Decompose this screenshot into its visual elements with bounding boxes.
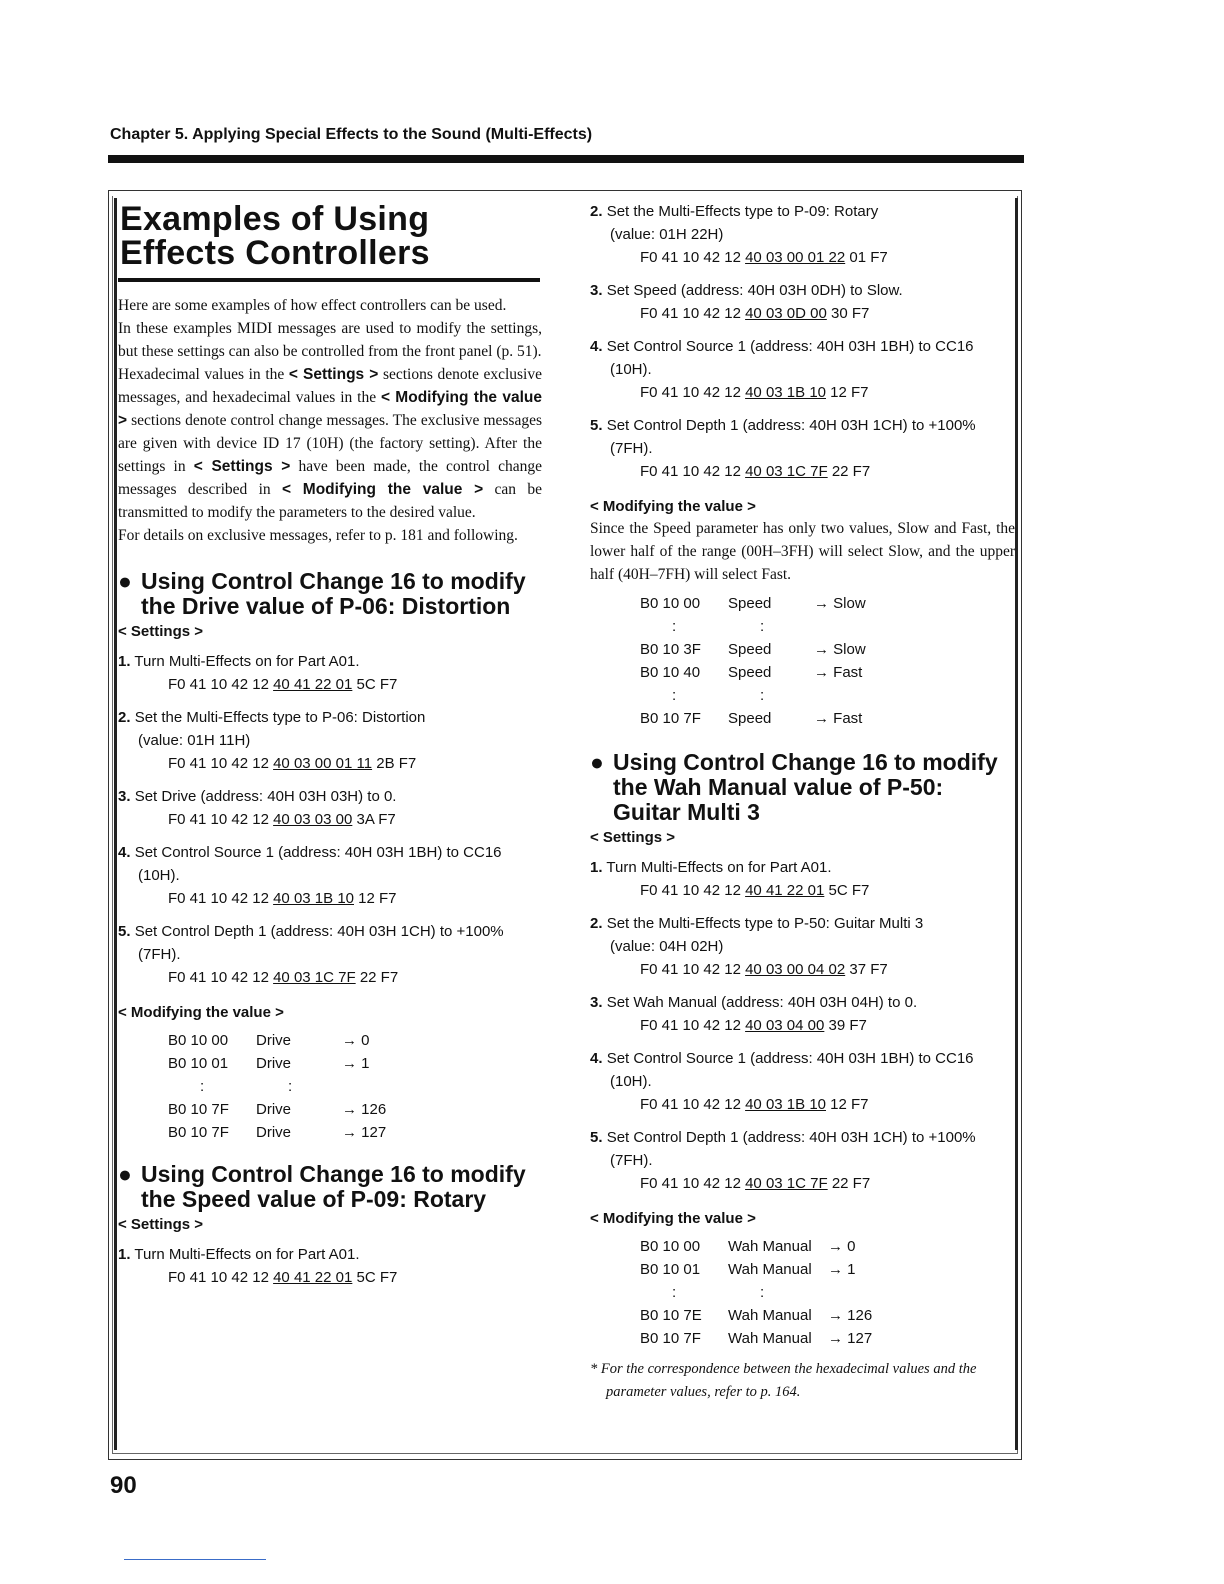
page-number: 90 [110, 1472, 137, 1499]
message-suffix: 12 F7 [830, 1096, 869, 1113]
message-prefix: F0 41 10 42 12 [168, 811, 269, 828]
message-prefix: F0 41 10 42 12 [168, 969, 269, 986]
intro-paragraph: For details on exclusive messages, refer to p. 181 and following. [118, 527, 518, 544]
table-row [590, 1304, 1015, 1327]
message-suffix: 3A F7 [356, 811, 396, 828]
sysex-message [590, 1172, 1015, 1195]
message-suffix: 5C F7 [828, 882, 870, 899]
message-body: 40 03 1C 7F [273, 969, 356, 986]
table-row [590, 638, 1015, 661]
sysex-message [590, 1014, 1015, 1037]
step-number: 1. [118, 1246, 131, 1263]
table-row [590, 684, 1015, 707]
step-number: 5. [590, 1129, 603, 1146]
intro-paragraph: In these examples MIDI messages are used to modify the settings, but these settings can also be controlled from the front panel (p. 51). [118, 320, 542, 360]
footer-line [124, 1559, 266, 1560]
cc-code: B0 10 7F [168, 1101, 229, 1118]
table-row [118, 1052, 542, 1075]
param-name: Speed [728, 641, 772, 658]
bullet-icon: ● [118, 568, 132, 594]
settings-term: < Settings > [193, 458, 291, 475]
param-name: Drive [256, 1055, 292, 1072]
param-result: → 126 [342, 1101, 387, 1118]
message-prefix: F0 41 10 42 12 [640, 882, 741, 899]
message-prefix: F0 41 10 42 12 [640, 384, 741, 401]
step-value: (value: 01H 22H) [610, 226, 724, 243]
sysex-message [590, 1093, 1015, 1116]
param-result: → 0 [828, 1238, 856, 1255]
step-text: Set Drive (address: 40H 03H 03H) to 0. [134, 788, 397, 805]
table-row [590, 592, 1015, 615]
message-suffix: 12 F7 [358, 890, 397, 907]
step-item [118, 1243, 542, 1289]
message-prefix: F0 41 10 42 12 [168, 1269, 269, 1286]
message-body: 40 03 03 00 [273, 811, 353, 828]
section-drive [118, 569, 542, 1144]
step-value: (7FH). [610, 1152, 653, 1169]
cc-code: B0 10 3F [640, 641, 701, 658]
step-value: (7FH). [138, 946, 181, 963]
step-text: Set Control Depth 1 (address: 40H 03H 1CH) to +100% [606, 1129, 976, 1146]
step-number: 1. [590, 859, 603, 876]
message-prefix: F0 41 10 42 12 [640, 249, 741, 266]
sysex-message [590, 958, 1015, 981]
sysex-message [590, 381, 1015, 404]
message-suffix: 30 F7 [831, 305, 870, 322]
cc-code: B0 10 7F [640, 710, 701, 727]
param-result: → Slow [814, 641, 866, 658]
step-item [590, 912, 1015, 981]
step-text: Set the Multi-Effects type to P-09: Rotary [606, 203, 879, 220]
sysex-message [590, 302, 1015, 325]
message-suffix: 2B F7 [376, 755, 417, 772]
ellipsis: : [672, 618, 677, 635]
param-name: Wah Manual [728, 1261, 812, 1278]
step-item [590, 856, 1015, 902]
step-number: 4. [590, 338, 603, 355]
step-number: 3. [590, 282, 603, 299]
settings-label: < Settings > [118, 623, 204, 640]
message-body: 40 41 22 01 [745, 882, 825, 899]
modifying-term: < Modifying the value > [118, 389, 542, 429]
table-row [590, 1327, 1015, 1350]
message-suffix: 22 F7 [831, 463, 871, 480]
ellipsis: : [288, 1078, 293, 1095]
modifying-label: < Modifying the value > [590, 1210, 756, 1227]
message-prefix: F0 41 10 42 12 [640, 961, 741, 978]
message-prefix: F0 41 10 42 12 [168, 890, 269, 907]
section-title-line: the Drive value of P-06: Distortion [141, 593, 511, 619]
message-body: 40 03 0D 00 [745, 305, 827, 322]
sysex-message [118, 752, 542, 775]
message-body: 40 03 1B 10 [273, 890, 354, 907]
step-number: 3. [590, 994, 603, 1011]
page-title-line-1: Examples of Using [120, 200, 430, 238]
message-body: 40 03 1C 7F [745, 1175, 828, 1192]
section-title [590, 750, 1015, 825]
step-item [590, 1047, 1015, 1116]
step-text: Set Speed (address: 40H 03H 0DH) to Slow. [606, 282, 903, 299]
frame-right-bar [1015, 198, 1018, 1450]
step-item [118, 650, 542, 696]
message-body: 40 41 22 01 [273, 676, 353, 693]
table-row [118, 1029, 542, 1052]
sysex-message [590, 246, 1015, 269]
page-title-line-2: Effects Controllers [120, 234, 430, 272]
section-title-line: Using Control Change 16 to modify [141, 568, 526, 594]
sysex-message [118, 966, 542, 989]
bullet-icon: ● [118, 1161, 132, 1187]
param-name: Speed [728, 710, 772, 727]
section-title-line: the Speed value of P-09: Rotary [141, 1186, 487, 1212]
message-body: 40 03 04 00 [745, 1017, 825, 1034]
param-result: → Fast [814, 664, 863, 681]
cc-code: B0 10 7F [640, 1330, 701, 1347]
page-title [120, 202, 542, 270]
param-result: → 1 [342, 1055, 370, 1072]
step-text: Set Control Source 1 (address: 40H 03H 1BH) to CC16 [606, 1050, 974, 1067]
message-body: 40 03 00 01 22 [745, 249, 846, 266]
message-prefix: F0 41 10 42 12 [640, 1175, 741, 1192]
step-number: 5. [590, 417, 603, 434]
step-text: Set Wah Manual (address: 40H 03H 04H) to 0. [606, 994, 918, 1011]
step-text: Set Control Source 1 (address: 40H 03H 1BH) to CC16 [134, 844, 502, 861]
message-suffix: 22 F7 [359, 969, 399, 986]
step-number: 5. [118, 923, 131, 940]
message-suffix: 5C F7 [356, 1269, 398, 1286]
left-column [118, 198, 542, 1289]
message-prefix: F0 41 10 42 12 [640, 463, 741, 480]
message-body: 40 41 22 01 [273, 1269, 353, 1286]
step-item [590, 991, 1015, 1037]
param-name: Speed [728, 664, 772, 681]
section-wah-manual [590, 750, 1015, 1404]
right-column [590, 198, 1015, 1404]
message-suffix: 01 F7 [849, 249, 888, 266]
message-prefix: F0 41 10 42 12 [640, 1017, 741, 1034]
frame-left-bar [114, 198, 117, 1450]
step-text: Set Control Depth 1 (address: 40H 03H 1CH) to +100% [606, 417, 976, 434]
intro-text-fragment: sections denote control change messages. The exclusive messages are given with device ID 17 (10H) (the factory setting). After the settings in [118, 412, 542, 475]
bullet-icon: ● [590, 749, 604, 775]
table-row [590, 707, 1015, 730]
intro-text-fragment: have been made, the control change messages described in [118, 458, 543, 498]
value-table [590, 1235, 1015, 1350]
step-number: 2. [118, 709, 131, 726]
sysex-message [118, 887, 542, 910]
cc-code: B0 10 01 [640, 1261, 701, 1278]
cc-code: B0 10 7E [640, 1307, 702, 1324]
param-result: → 126 [828, 1307, 873, 1324]
cc-code: B0 10 00 [640, 1238, 701, 1255]
message-prefix: F0 41 10 42 12 [640, 1096, 741, 1113]
ellipsis: : [760, 687, 765, 704]
message-body: 40 03 1C 7F [745, 463, 828, 480]
cc-code: B0 10 00 [168, 1032, 229, 1049]
step-item [590, 335, 1015, 404]
table-row [590, 1281, 1015, 1304]
param-name: Speed [728, 595, 772, 612]
step-number: 3. [118, 788, 131, 805]
message-prefix: F0 41 10 42 12 [168, 676, 269, 693]
param-result: → 1 [828, 1261, 856, 1278]
step-value: (10H). [610, 1073, 652, 1090]
chapter-header: Chapter 5. Applying Special Effects to the Sound (Multi-Effects) [110, 126, 593, 143]
step-text: Turn Multi-Effects on for Part A01. [134, 653, 360, 670]
footnote: * For the correspondence between the hexadecimal values and the parameter values, refer to p. 164. [590, 1361, 977, 1400]
step-item [118, 706, 542, 775]
message-suffix: 5C F7 [356, 676, 398, 693]
cc-code: B0 10 7F [168, 1124, 229, 1141]
cc-code: B0 10 40 [640, 664, 701, 681]
step-text: Set the Multi-Effects type to P-06: Distortion [134, 709, 426, 726]
table-row [118, 1098, 542, 1121]
message-body: 40 03 1B 10 [745, 384, 826, 401]
modifying-label: < Modifying the value > [590, 498, 756, 515]
section-title-line: the Wah Manual value of P-50: [613, 774, 944, 800]
message-suffix: 12 F7 [830, 384, 869, 401]
ellipsis: : [672, 1284, 677, 1301]
step-item [590, 1126, 1015, 1195]
header-rule [108, 155, 1024, 163]
sysex-message [590, 879, 1015, 902]
intro-paragraph: Here are some examples of how effect controllers can be used. [118, 297, 507, 314]
table-row [590, 661, 1015, 684]
message-suffix: 37 F7 [849, 961, 888, 978]
intro-text-fragment: Hexadecimal values in the [118, 366, 285, 383]
message-prefix: F0 41 10 42 12 [168, 755, 269, 772]
param-result: → 127 [342, 1124, 387, 1141]
step-item [118, 785, 542, 831]
cc-code: B0 10 01 [168, 1055, 229, 1072]
intro-text-fragment: sections denote exclusive messages, and hexadecimal values in the [118, 366, 542, 406]
step-item [590, 279, 1015, 325]
title-rule [118, 278, 540, 282]
intro-text [118, 294, 542, 547]
table-row [118, 1075, 542, 1098]
section-speed [118, 1162, 542, 1289]
section-title-line: Guitar Multi 3 [613, 799, 760, 825]
step-text: Set Control Depth 1 (address: 40H 03H 1CH) to +100% [134, 923, 504, 940]
section-title [118, 1162, 542, 1212]
param-name: Drive [256, 1101, 292, 1118]
param-name: Wah Manual [728, 1238, 812, 1255]
modifying-label: < Modifying the value > [118, 1004, 284, 1021]
step-value: (value: 01H 11H) [138, 732, 251, 749]
param-name: Drive [256, 1032, 292, 1049]
ellipsis: : [672, 687, 677, 704]
sysex-message [118, 1266, 542, 1289]
message-body: 40 03 00 04 02 [745, 961, 846, 978]
step-text: Turn Multi-Effects on for Part A01. [606, 859, 832, 876]
param-name: Wah Manual [728, 1307, 812, 1324]
step-value: (value: 04H 02H) [610, 938, 724, 955]
param-name: Drive [256, 1124, 292, 1141]
section-title [118, 569, 542, 619]
step-value: (7FH). [610, 440, 653, 457]
param-result: → Fast [814, 710, 863, 727]
sysex-message [590, 460, 1015, 483]
step-number: 2. [590, 203, 603, 220]
table-row [118, 1121, 542, 1144]
message-body: 40 03 00 01 11 [273, 755, 373, 772]
param-result: → Slow [814, 595, 866, 612]
settings-label: < Settings > [118, 1216, 204, 1233]
param-name: Wah Manual [728, 1330, 812, 1347]
modifying-term: < Modifying the value > [281, 481, 484, 498]
settings-label: < Settings > [590, 829, 676, 846]
step-text: Set the Multi-Effects type to P-50: Guitar Multi 3 [606, 915, 924, 932]
step-item [118, 920, 542, 989]
step-number: 2. [590, 915, 603, 932]
message-suffix: 39 F7 [828, 1017, 867, 1034]
value-table [118, 1029, 542, 1144]
param-result: → 0 [342, 1032, 370, 1049]
settings-term: < Settings > [288, 366, 379, 383]
message-suffix: 22 F7 [831, 1175, 871, 1192]
step-value: (10H). [138, 867, 180, 884]
section-title-line: Using Control Change 16 to modify [141, 1161, 526, 1187]
table-row [590, 1235, 1015, 1258]
table-row [590, 615, 1015, 638]
step-number: 4. [118, 844, 131, 861]
ellipsis: : [760, 1284, 765, 1301]
ellipsis: : [200, 1078, 205, 1095]
value-table [590, 592, 1015, 730]
message-prefix: F0 41 10 42 12 [640, 305, 741, 322]
step-item [590, 200, 1015, 269]
step-item [590, 414, 1015, 483]
section-title-line: Using Control Change 16 to modify [613, 749, 998, 775]
table-row [590, 1258, 1015, 1281]
message-body: 40 03 1B 10 [745, 1096, 826, 1113]
step-item [118, 841, 542, 910]
param-result: → 127 [828, 1330, 873, 1347]
step-number: 4. [590, 1050, 603, 1067]
section-speed-continued [590, 200, 1015, 730]
step-value: (10H). [610, 361, 652, 378]
step-text: Set Control Source 1 (address: 40H 03H 1BH) to CC16 [606, 338, 974, 355]
intro-paragraph [118, 363, 542, 524]
modifying-description: Since the Speed parameter has only two values, Slow and Fast, the lower half of the range (00H–3FH) will select Slow, and the upper half (40H–7FH) will select Fast. [590, 520, 1015, 583]
sysex-message [118, 808, 542, 831]
step-text: Turn Multi-Effects on for Part A01. [134, 1246, 360, 1263]
sysex-message [118, 673, 542, 696]
intro-text-fragment: can be transmitted to modify the parameters to the desired value. [118, 481, 542, 521]
step-number: 1. [118, 653, 131, 670]
cc-code: B0 10 00 [640, 595, 701, 612]
ellipsis: : [760, 618, 765, 635]
